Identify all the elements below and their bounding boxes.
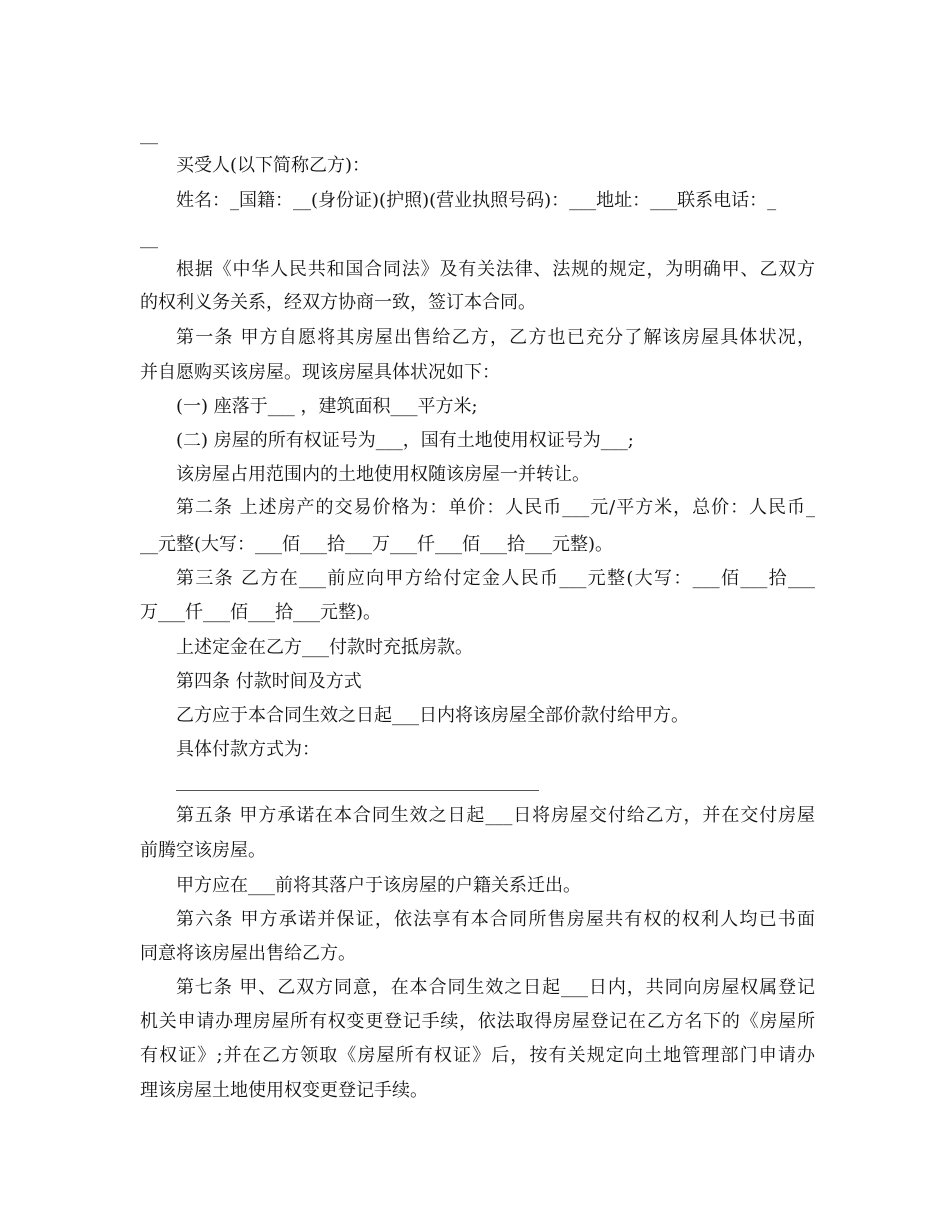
text-line: __元整(大写：___佰___拾___万___仟___佰___拾___元整)。 <box>140 534 614 555</box>
text-line: 第四条 付款时间及方式 <box>176 671 362 692</box>
text-line: 第一条 甲方自愿将其房屋出售给乙方，乙方也已充分了解该房屋具体状况， <box>176 327 815 348</box>
text-line: 理该房屋土地使用权变更登记手续。 <box>140 1080 428 1101</box>
text-line: 万___仟___佰___拾___元整)。 <box>140 602 382 623</box>
text-line: (一) 座落于___ ，建筑面积___平方米; <box>176 396 478 417</box>
text-line: 并自愿购买该房屋。现该房屋具体状况如下： <box>140 362 500 383</box>
text-line: 甲方应在___前将其落户于该房屋的户籍关系迁出。 <box>176 875 581 896</box>
text-line: 根据《中华人民共和国合同法》及有关法律、法规的规定，为明确甲、乙双方 <box>176 259 815 280</box>
text-line: 第七条 甲、乙双方同意，在本合同生效之日起___日内，共同向房屋权属登记 <box>176 977 815 998</box>
text-line: 同意将该房屋出售给乙方。 <box>140 943 356 964</box>
text-line: 机关申请办理房屋所有权变更登记手续，依法取得房屋登记在乙方名下的《房屋所 <box>140 1011 815 1032</box>
payment-method-blank-line <box>176 790 539 791</box>
text-line: 姓名：_国籍：__(身份证)(护照)(营业执照号码)：___地址：___联系电话：_ <box>176 190 777 211</box>
text-line: 买受人(以下简称乙方)： <box>176 155 371 176</box>
text-line: 前腾空该房屋。 <box>140 840 266 861</box>
text-line: 具体付款方式为： <box>176 739 320 760</box>
text-line: 第六条 甲方承诺并保证，依法享有本合同所售房屋共有权的权利人均已书面 <box>176 909 815 930</box>
text-line: 第五条 甲方承诺在本合同生效之日起___日将房屋交付给乙方，并在交付房屋 <box>176 805 815 826</box>
text-line: __ <box>140 228 158 249</box>
text-line: 第二条 上述房产的交易价格为：单价：人民币___元/平方米，总价：人民币_ <box>176 497 815 518</box>
text-line: __ <box>140 124 158 145</box>
text-line: 有权证》;并在乙方领取《房屋所有权证》后，按有关规定向土地管理部门申请办 <box>140 1045 815 1066</box>
text-line: (二) 房屋的所有权证号为___，国有土地使用权证号为___; <box>176 430 634 451</box>
text-line: 上述定金在乙方___付款时充抵房款。 <box>176 637 473 658</box>
text-line: 乙方应于本合同生效之日起___日内将该房屋全部价款付给甲方。 <box>176 705 689 726</box>
text-line: 的权利义务关系，经双方协商一致，签订本合同。 <box>140 292 536 313</box>
text-line: 该房屋占用范围内的土地使用权随该房屋一并转让。 <box>176 464 590 485</box>
text-line: 第三条 乙方在___前应向甲方给付定金人民币___元整(大写：___佰___拾___ <box>176 568 815 589</box>
